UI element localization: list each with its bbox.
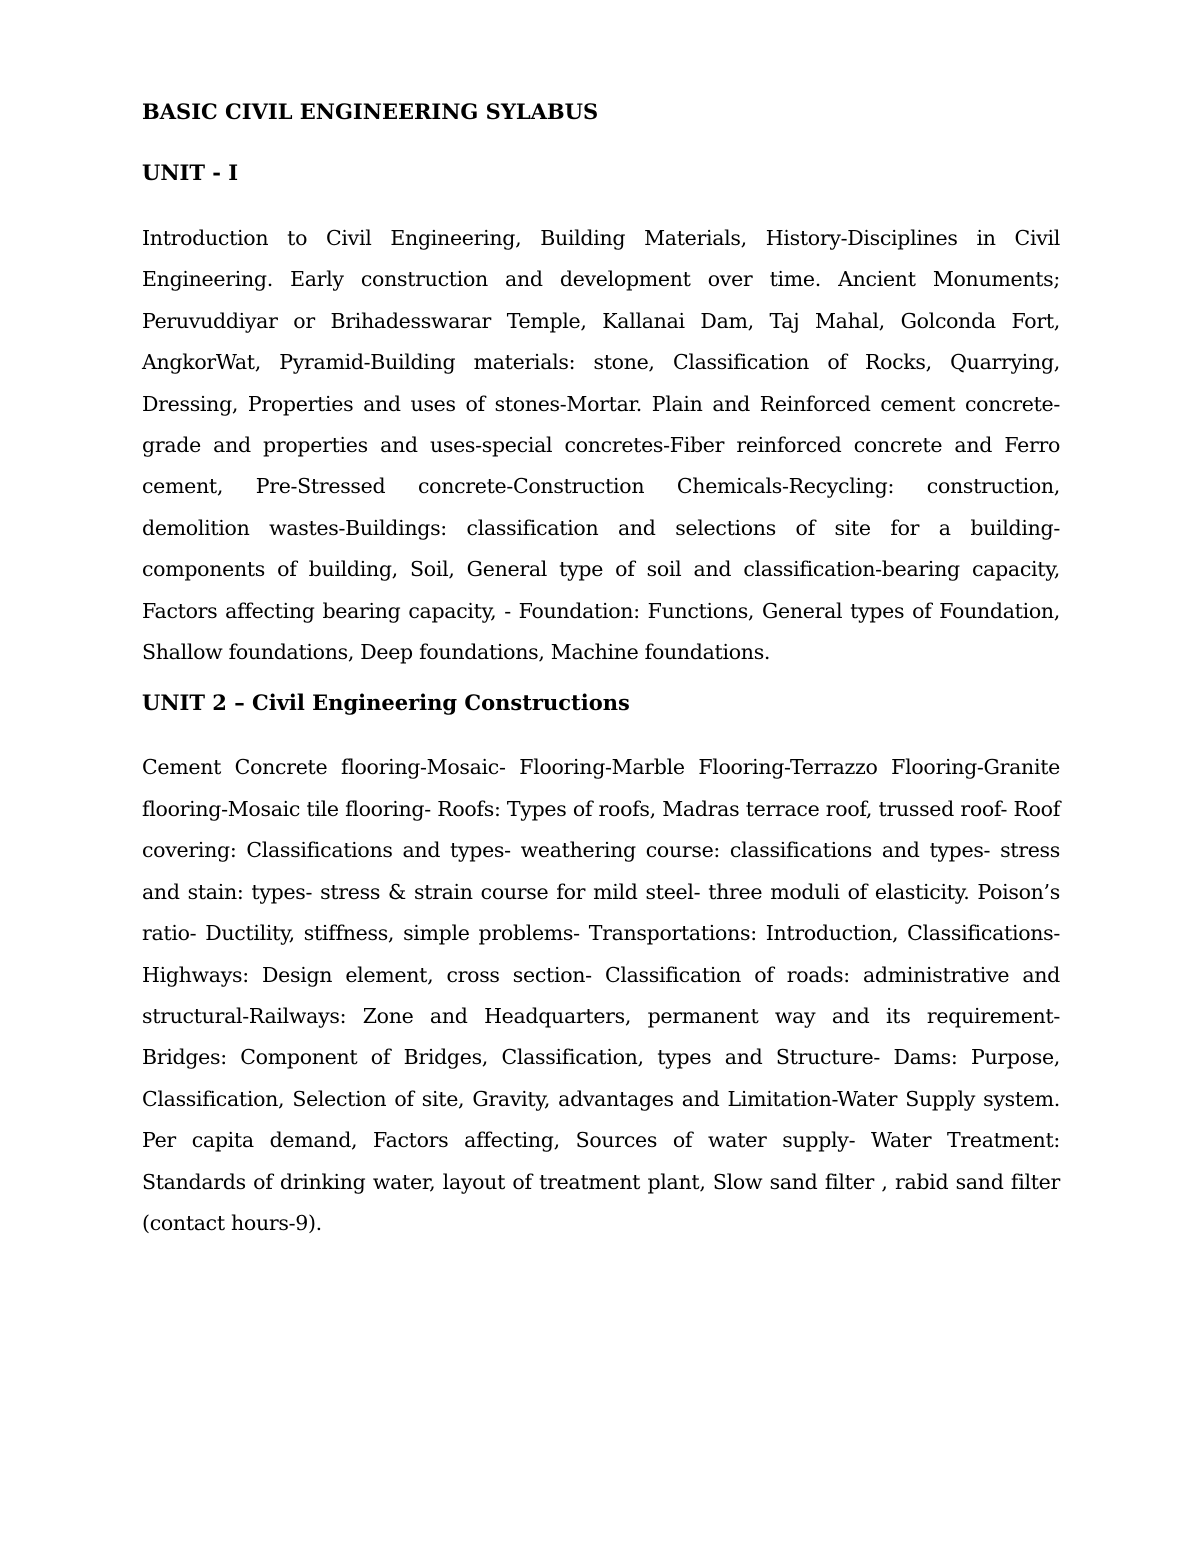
unit-1-heading: UNIT - I (142, 160, 239, 185)
unit-2-heading: UNIT 2 – Civil Engineering Constructions (142, 690, 630, 716)
unit-2-body: Cement Concrete flooring-Mosaic- Flooring-Marble Flooring-Terrazzo Flooring-Granite flooring-Mosaic tile flooring- Roofs: Types of roofs, Madras terrace roof, trussed roof- Roof covering: Classifications and types- weathering course: classifications and types- stress and stain: types- stress & strain course for mild steel- three moduli of elasticity. Poison’s ratio- Ductility, stiffness, simple problems- Transportations: Introduction, Classifications- Highways: Design element, cross section- Classification of roads: administrative and structural-Railways: Zone and Headquarters, permanent way and its requirement-Bridges: Component of Bridges, Classification, types and Structure- Dams: Purpose, Classification, Selection of site, Gravity, advantages and Limitation-Water Supply system. Per capita demand, Factors affecting, Sources of water supply- Water Treatment: Standards of drinking water, layout of treatment plant, Slow sand filter , rabid sand filter (contact hours-9). (142, 755, 1060, 1235)
unit-1-body: Introduction to Civil Engineering, Building Materials, History-Disciplines in Civil Engineering. Early construction and development over time. Ancient Monuments; Peruvuddiyar or Brihadesswarar Temple, Kallanai Dam, Taj Mahal, Golconda Fort, AngkorWat, Pyramid-Building materials: stone, Classification of Rocks, Quarrying, Dressing, Properties and uses of stones-Mortar. Plain and Reinforced cement concrete-grade and properties and uses-special concretes-Fiber reinforced concrete and Ferro cement, Pre-Stressed concrete-Construction Chemicals-Recycling: construction, demolition wastes-Buildings: classification and selections of site for a building-components of building, Soil, General type of soil and classification-bearing capacity, Factors affecting bearing capacity, - Foundation: Functions, General types of Foundation, Shallow foundations, Deep foundations, Machine foundations. (142, 226, 1060, 665)
document-title: BASIC CIVIL ENGINEERING SYLABUS (142, 99, 599, 124)
document-page (142, 96, 1060, 1244)
